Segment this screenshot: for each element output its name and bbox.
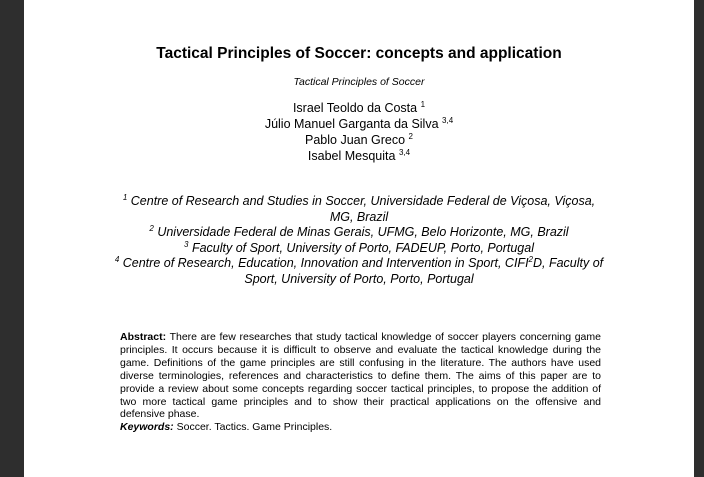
keywords-text: Soccer. Tactics. Game Principles. — [176, 421, 333, 434]
document-page — [24, 0, 694, 477]
affiliation-list — [114, 194, 604, 288]
affiliation: $^4$ Centre of Research, Education, Innovation and Intervention in Sport, CIFI$^2$D, Faculty of Sport, University of Porto, Porto, Portugal — [114, 255, 604, 286]
viewer-scrollbar[interactable] — [694, 0, 704, 477]
abstract — [120, 331, 601, 434]
author-name: Israel Teoldo da Costa $^1$ — [292, 100, 426, 115]
affiliation: $^1$ Centre of Research and Studies in Soccer, Universidade Federal de Viçosa, Viçosa, MG, Brazil — [122, 193, 596, 224]
affiliation: $^3$ Faculty of Sport, University of Porto, FADEUP, Porto, Portugal — [184, 239, 534, 255]
abstract-text: There are few researches that study tactical knowledge of soccer players concerning game principles. It occurs because it is difficult to observe and evaluate the tactical knowledge during the game. Definitions of the game principles are still confusing in the literature. The authors have used diverse terminologies, references and characteristics to define them. The aims of this paper are to provide a review about some concepts regarding soccer tactical principles, to propose the addition of two more tactical game principles and to show their practical applications on the offensive and defensive phase. — [120, 331, 601, 421]
author-name: Pablo Juan Greco $^2$ — [305, 132, 413, 147]
viewer-left-margin — [0, 0, 24, 477]
author-name: Isabel Mesquita $^{3,4}$ — [307, 148, 411, 163]
abstract-paragraph — [120, 331, 601, 421]
abstract-label: Abstract: — [120, 331, 167, 343]
keywords-label: Keywords: — [120, 421, 174, 434]
keywords — [120, 421, 601, 434]
running-title: Tactical Principles of Soccer — [293, 76, 425, 88]
paper-title: Tactical Principles of Soccer: concepts and application — [156, 45, 562, 62]
author-name: Júlio Manuel Garganta da Silva $^{3,4}$ — [264, 116, 454, 131]
author-list — [24, 100, 694, 164]
affiliation: $^2$ Universidade Federal de Minas Gerais, UFMG, Belo Horizonte, MG, Brazil — [149, 224, 569, 240]
